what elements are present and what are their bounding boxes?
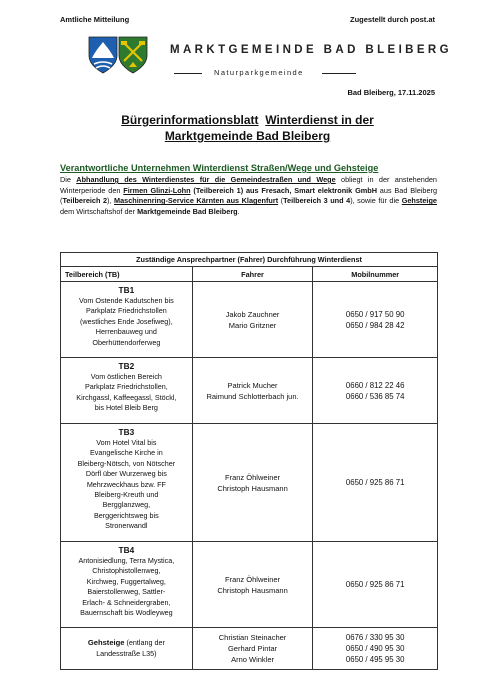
area-line: Antonisiedlung, Terra Mystica, (78, 556, 175, 565)
area-line: Stronerwandl (105, 521, 148, 531)
table-row (61, 358, 438, 424)
area-cell (61, 424, 193, 542)
column-header-phone: Mobilnummer (313, 267, 438, 282)
contacts-table (60, 252, 438, 670)
area-code: TB1 (118, 285, 135, 295)
area-line: Baierstollenweg, Sattler- (87, 587, 166, 597)
area-line: Mehrzweckhaus bzw. FF (86, 479, 166, 489)
column-header-area: Teilbereich (TB) (61, 267, 193, 282)
driver-name: Christoph Hausmann (217, 483, 288, 493)
area-cell (61, 542, 193, 628)
area-code: Gehsteige (87, 637, 125, 647)
area-line: bis Hotel Bleib Berg (94, 403, 158, 413)
date-line: Bad Bleiberg, 17.11.2025 (347, 88, 435, 97)
area-code-suffix: (entlang der (124, 637, 165, 647)
area-line: Christophistollenweg, (92, 566, 161, 576)
driver-name: Franz Öhlweiner (225, 472, 281, 482)
phone-cell (313, 358, 438, 424)
area-line: Landesstraße L35) (96, 648, 157, 658)
tagline-rule-left (174, 73, 202, 74)
driver-cell (192, 424, 313, 542)
area-line: Vom östlichen Bereich (90, 372, 162, 381)
phone-number: 0660 / 812 22 46 (345, 380, 405, 390)
phone-number: 0650 / 925 86 71 (345, 478, 405, 487)
coat-of-arms-icon (88, 36, 118, 74)
driver-name: Arno Winkler (231, 655, 274, 664)
area-line: Vom Ostende Kadutschen bis (79, 296, 174, 305)
area-line: Bleiberg-Kreuth und (94, 490, 159, 500)
driver-name: Patrick Mucher (227, 380, 278, 390)
title-part-1: Bürgerinformationsblatt (121, 113, 259, 127)
phone-number: 0650 / 925 86 71 (345, 580, 405, 589)
area-line: Erlach- & Schneidergraben, (82, 597, 171, 607)
area-line: Dörfl über Wurzerweg bis (85, 469, 167, 479)
title-part-2: Winterdienst in der (265, 113, 374, 127)
column-header-driver: Fahrer (192, 267, 313, 282)
area-line: Oberhüttendorferweg (92, 337, 161, 347)
driver-name: Raimund Schlotterbach jun. (206, 391, 299, 401)
phone-number: 0650 / 917 50 90 (345, 309, 405, 319)
area-cell (61, 282, 193, 358)
phone-number: 0650 / 490 95 30 (345, 644, 405, 653)
phone-cell (313, 424, 438, 542)
area-line: Evangelische Kirche in (90, 448, 163, 458)
driver-name: Mario Gritzner (228, 320, 277, 330)
official-notice-label: Amtliche Mitteilung (60, 15, 130, 24)
section-heading: Verantwortliche Unternehmen Winterdienst Straßen/Wege und Gehsteige (60, 163, 379, 173)
driver-cell (192, 628, 313, 670)
table-caption: Zuständige Ansprechpartner (Fahrer) Durchführung Winterdienst (61, 253, 438, 267)
phone-number: 0650 / 495 95 30 (345, 655, 405, 664)
phone-number: 0650 / 984 28 42 (345, 320, 405, 330)
area-line: Parkplatz Friedrichstollen, (85, 382, 168, 392)
driver-name: Jakob Zauchner (225, 309, 280, 319)
section-paragraph: Die Abhandlung des Winterdienstes für die Gemeindestraßen und Wege obliegt in der anstehenden Winterperiode den Firmen Glinzi-Lohn (Teilbereich 1) aus Fresach, Smart elektronik GmbH aus Bad Bleiberg (Teilbereich 2), Maschinenring-Service Kärnten aus Klagenfurt (Teilbereich 3 und 4), sowie für die Gehsteige dem Wirtschaftshof der Marktgemeinde Bad Bleiberg. (60, 175, 437, 216)
driver-name: Franz Öhlweiner (225, 574, 281, 584)
area-line: Kirchweg, Fuggertalweg, (86, 576, 166, 586)
area-line: Bleiberg-Nötsch, von Nötscher (77, 458, 176, 468)
area-code: TB4 (118, 545, 135, 555)
area-line: (westliches Ende Josefiweg), (80, 316, 173, 326)
driver-name: Gerhard Pintar (227, 644, 278, 653)
municipality-tagline: Naturparkgemeinde (214, 68, 304, 77)
area-line: Berggerichtsweg bis (93, 510, 159, 520)
phone-number: 0676 / 330 95 30 (345, 633, 405, 642)
table-row (61, 542, 438, 628)
delivery-note: Zugestellt durch post.at (349, 15, 435, 24)
area-line: Kirchgassl, Kaffeegassl, Stöckl, (76, 392, 177, 402)
driver-cell (192, 542, 313, 628)
area-line: Bauernschaft bis Wodleyweg (80, 608, 173, 618)
area-cell (61, 628, 193, 670)
phone-cell (313, 282, 438, 358)
area-line: Bergglanzweg, (102, 500, 151, 510)
area-cell (61, 358, 193, 424)
area-code: TB3 (118, 427, 135, 437)
area-line: Parkplatz Friedrichstollen (86, 306, 167, 316)
title-part-3: Marktgemeinde Bad Bleiberg (164, 129, 331, 143)
municipality-name: MARKTGEMEINDE BAD BLEIBERG (170, 44, 452, 56)
phone-cell (313, 542, 438, 628)
tagline-rule-right (322, 73, 356, 74)
table-row (61, 628, 438, 670)
driver-name: Christian Steinacher (218, 633, 287, 642)
area-code: TB2 (118, 361, 135, 371)
driver-cell (192, 358, 313, 424)
phone-cell (313, 628, 438, 670)
phone-number: 0660 / 536 85 74 (345, 391, 405, 401)
page-title (60, 112, 435, 144)
driver-name: Christoph Hausmann (217, 585, 288, 595)
area-line: Herrenbauweg und (95, 327, 157, 337)
table-row (61, 424, 438, 542)
naturpark-logo-icon (118, 36, 148, 74)
area-line: Vom Hotel Vital bis (96, 438, 157, 447)
table-row (61, 282, 438, 358)
driver-cell (192, 282, 313, 358)
